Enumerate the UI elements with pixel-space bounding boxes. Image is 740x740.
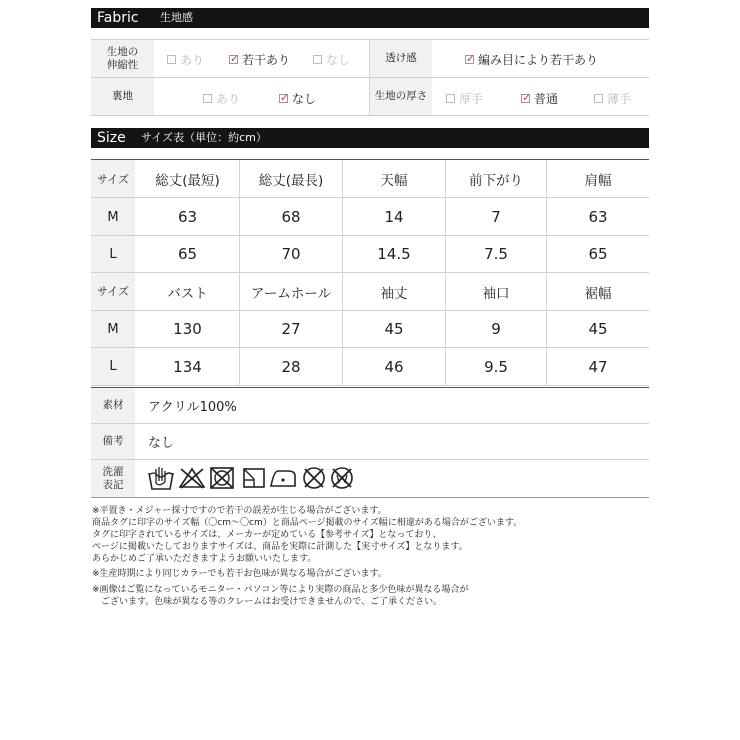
- size-row-label: [91, 236, 135, 272]
- table-cell: 63: [588, 207, 608, 226]
- table-cell: 63: [177, 207, 198, 226]
- checkbox-checked-icon: ✓: [280, 91, 290, 104]
- thickness-option-thick: [446, 90, 483, 107]
- material-label: [91, 388, 135, 423]
- table-cell: 70: [281, 245, 301, 263]
- option-text: 薄手: [607, 92, 632, 106]
- table-cell: 9.5: [484, 357, 508, 376]
- note-line: ※画像はご覧になっているモニター・パソコン等により実際の商品と多少色味が異なる場合が: [92, 585, 469, 595]
- wash-label-line2: 表記: [102, 478, 124, 491]
- column-header: 総丈(最長): [258, 172, 324, 189]
- remarks-value: なし: [148, 436, 175, 451]
- note-line: あらかじめご了承いただきますようお願いいたします。: [92, 554, 317, 564]
- fabric-header: [91, 8, 649, 28]
- table-cell: 7.5: [484, 245, 508, 263]
- size-title-ja: サイズ表（単位：約cm）: [141, 131, 267, 144]
- divider: [91, 115, 649, 116]
- size-m: M: [107, 322, 119, 337]
- thickness-label: [370, 78, 432, 115]
- thickness-option-thin: [594, 90, 631, 107]
- thickness-option-normal: [521, 90, 558, 107]
- table-cell: 14.5: [377, 245, 411, 263]
- note-line: ※平置き・メジャー採寸ですので若干の誤差が生じる場合がございます。: [92, 506, 387, 516]
- column-header: バスト: [167, 285, 208, 302]
- checkbox-checked-icon: ✓: [466, 52, 476, 65]
- lining-option-none: [279, 90, 316, 107]
- table-cell: 27: [281, 320, 301, 338]
- stretch-label-line2: 伸縮性: [106, 58, 139, 71]
- option-text: あり: [216, 92, 241, 106]
- option-text: なし: [292, 92, 317, 106]
- no-bleach-icon: [178, 466, 206, 490]
- remarks-label: [91, 424, 135, 459]
- column-header: 袖丈: [380, 285, 408, 302]
- divider: [91, 385, 649, 386]
- checkbox-icon: [203, 94, 212, 103]
- size-label: サイズ: [96, 172, 130, 186]
- table-cell: 65: [177, 245, 198, 263]
- divider: [91, 497, 649, 498]
- lining-label: [91, 78, 154, 115]
- note-line: タグに印字されているサイズは、メーカーが定めている【参考サイズ】となっており、: [92, 530, 442, 540]
- wash-label: [91, 460, 135, 497]
- size-row-label: [91, 198, 135, 236]
- size-row-label: [91, 348, 135, 385]
- column-header: 総丈(最短): [155, 172, 220, 189]
- column-header: 天幅: [380, 172, 408, 189]
- stretch-label: [91, 40, 154, 77]
- table-cell: 14: [384, 207, 404, 226]
- note-line: ございます。色味が異なる等のクレームはお受けできませんので、ご了承ください。: [92, 597, 443, 607]
- checkbox-checked-icon: ✓: [522, 91, 532, 104]
- size-label-cell: [91, 160, 135, 198]
- size-row-label: [91, 311, 135, 348]
- table-cell: 68: [281, 207, 301, 226]
- option-text: 厚手: [459, 92, 484, 106]
- material-value: アクリル100%: [148, 400, 237, 415]
- checkbox-icon: [446, 94, 455, 103]
- stretch-option-none: [313, 51, 350, 68]
- table-cell: 45: [384, 320, 404, 338]
- fabric-title-en: Fabric: [97, 10, 139, 26]
- column-header: 裾幅: [584, 285, 612, 302]
- size-l: L: [109, 246, 117, 262]
- note-line: 商品タグに印字のサイズ幅（〇cm〜〇cm）と商品ページ掲載のサイズ幅に相違がある場合がございます。: [92, 518, 523, 528]
- size-label-cell: [91, 272, 135, 311]
- table-cell: 9: [491, 320, 501, 338]
- option-text: なし: [326, 53, 351, 67]
- table-cell: 134: [173, 357, 202, 376]
- table-cell: 7: [491, 207, 501, 226]
- divider: [91, 459, 649, 460]
- checkbox-icon: [594, 94, 603, 103]
- no-tumble-dry-icon: [209, 466, 235, 490]
- sheer-label-text: 透け感: [385, 52, 417, 64]
- table-cell: 65: [588, 245, 608, 263]
- checkbox-icon: [167, 55, 176, 64]
- note-line: ページに掲載いたしておりますサイズは、商品を実際に計測した【実寸サイズ】となります。: [92, 542, 468, 552]
- size-l: L: [109, 359, 117, 374]
- table-cell: 45: [588, 320, 608, 338]
- thickness-label-text: 生地の厚さ: [374, 90, 428, 102]
- wash-label-line1: 洗濯: [102, 465, 124, 478]
- size-label: サイズ: [96, 285, 130, 298]
- line-dry-shade-icon: [242, 466, 266, 490]
- column-header: 前下がり: [469, 172, 523, 189]
- option-text: 編み目により若干あり: [478, 53, 599, 67]
- option-text: あり: [180, 53, 205, 67]
- no-dry-clean-icon: [301, 466, 327, 490]
- lining-option-ari: [203, 90, 240, 107]
- table-cell: 47: [588, 357, 608, 376]
- note-line: ※生産時期により同じカラーでも若干お色味が異なる場合がございます。: [92, 569, 387, 579]
- iron-low-icon: [268, 466, 298, 490]
- stretch-option-ari: [167, 51, 204, 68]
- column-header: 肩幅: [584, 172, 612, 189]
- lining-label-text: 裏地: [112, 90, 133, 102]
- material-label-text: 素材: [102, 399, 124, 411]
- column-header: 袖口: [482, 285, 510, 302]
- size-m: M: [107, 209, 119, 225]
- option-text: 若干あり: [242, 53, 291, 67]
- fabric-title-ja: 生地感: [160, 11, 193, 24]
- hand-wash-icon: [147, 465, 175, 491]
- checkbox-icon: [313, 55, 322, 64]
- size-title-en: Size: [97, 130, 126, 146]
- option-text: 普通: [534, 92, 559, 106]
- divider: [369, 40, 370, 115]
- remarks-label-text: 備考: [102, 435, 124, 447]
- stretch-option-slight: [229, 51, 290, 68]
- column-header: アームホール: [250, 285, 332, 302]
- size-header: [91, 128, 649, 148]
- divider: [91, 423, 649, 424]
- sheer-label: [370, 40, 432, 77]
- table-cell: 130: [173, 320, 202, 338]
- stretch-label-line1: 生地の: [106, 45, 139, 58]
- table-cell: 46: [384, 357, 404, 376]
- table-cell: 28: [281, 357, 301, 376]
- checkbox-checked-icon: ✓: [230, 52, 240, 65]
- sheer-option: [465, 51, 598, 68]
- wet-clean-prohibited-icon: [329, 466, 355, 490]
